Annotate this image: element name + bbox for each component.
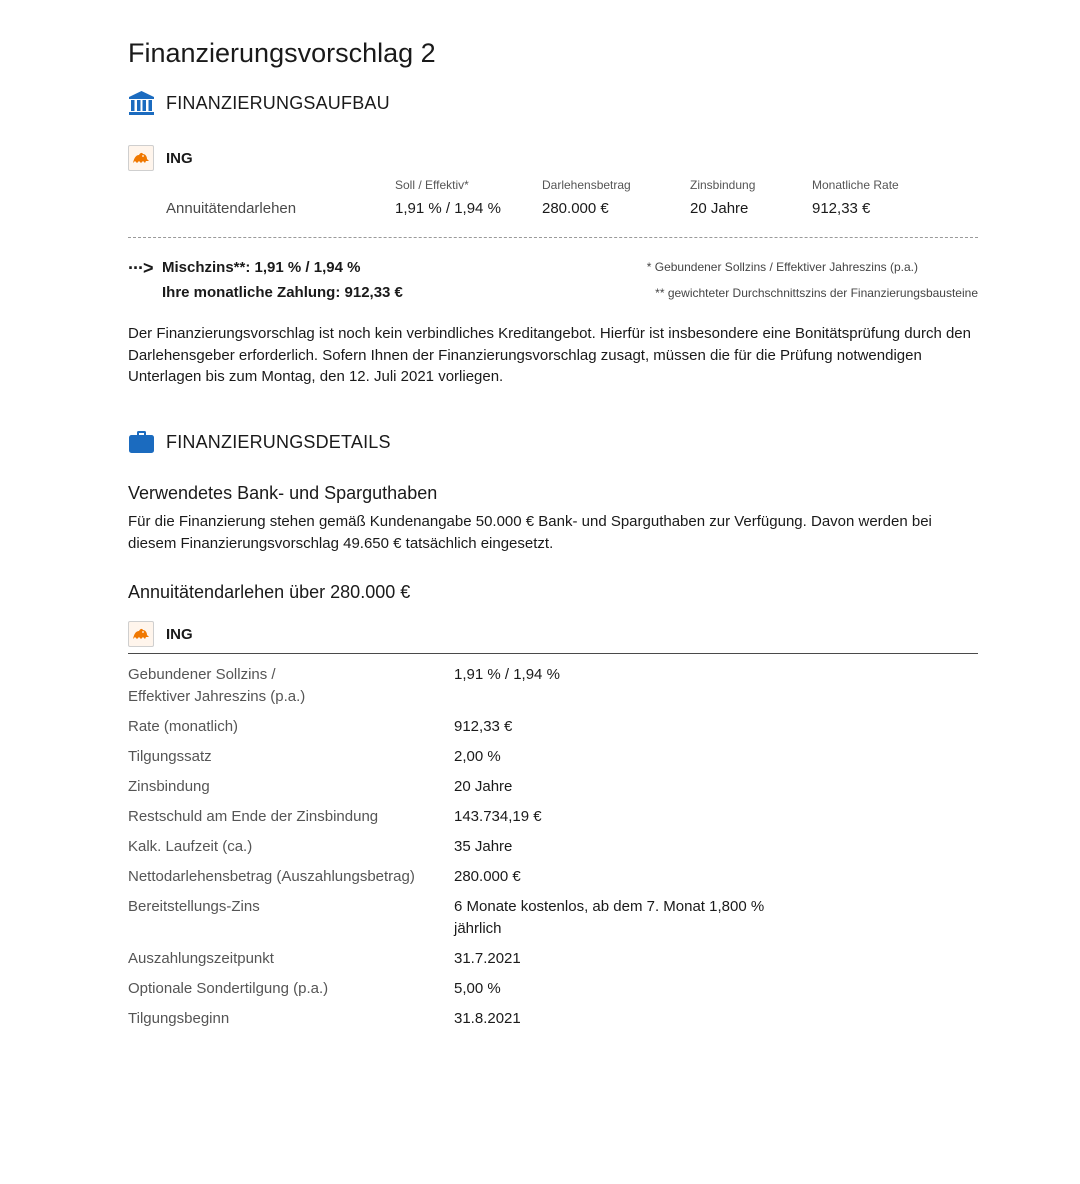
- detail-row: [128, 948, 978, 970]
- detail-value: 20 Jahre: [454, 778, 513, 795]
- detail-value: 912,33 €: [454, 718, 513, 735]
- detail-value: 5,00 %: [454, 980, 501, 997]
- fixed-rate-header: Zinsbindung: [690, 178, 756, 192]
- rate-value: 1,91 % / 1,94 %: [395, 200, 501, 217]
- savings-title: Verwendetes Bank- und Sparguthaben: [128, 483, 438, 503]
- detail-row: [128, 896, 978, 940]
- ing-lion-logo: [128, 621, 154, 647]
- detail-value: 31.7.2021: [454, 950, 521, 967]
- monthly-rate-header: Monatliche Rate: [812, 178, 899, 192]
- monthly-rate-column: [812, 178, 899, 217]
- bank-name: ING: [166, 625, 193, 643]
- detail-row: [128, 978, 978, 1000]
- briefcase-icon: [128, 429, 155, 456]
- section-heading-aufbau: [128, 90, 390, 117]
- loan-overview-table: [166, 178, 978, 226]
- loan-details-table: [128, 664, 978, 1038]
- section-heading-details: [128, 429, 391, 456]
- detail-row: [128, 716, 978, 738]
- amount-value: 280.000 €: [542, 200, 609, 217]
- amount-header: Darlehensbetrag: [542, 178, 631, 192]
- loan-title: Annuitätendarlehen über 280.000 €: [128, 582, 411, 602]
- detail-row: [128, 836, 978, 858]
- detail-value: 1,91 % / 1,94 %: [454, 666, 560, 683]
- dotted-arrow-icon: ···>: [128, 258, 153, 278]
- detail-value: 143.734,19 €: [454, 808, 542, 825]
- detail-label: Nettodarlehensbetrag (Auszahlungsbetrag): [128, 868, 415, 885]
- detail-value: 2,00 %: [454, 748, 501, 765]
- detail-row: [128, 776, 978, 798]
- footnote-1: * Gebundener Sollzins / Effektiver Jahreszins (p.a.): [646, 260, 918, 274]
- detail-row: [128, 1008, 978, 1030]
- fixed-rate-column: [690, 178, 755, 217]
- bank-row-aufbau: [128, 145, 193, 171]
- detail-row: [128, 806, 978, 828]
- detail-label: Bereitstellungs-Zins: [128, 898, 260, 915]
- summary-block: [128, 256, 978, 306]
- detail-value: 35 Jahre: [454, 838, 513, 855]
- fixed-rate-value: 20 Jahre: [690, 200, 749, 217]
- bank-building-icon: [128, 90, 155, 117]
- bank-name: ING: [166, 149, 193, 167]
- detail-value: 31.8.2021: [454, 1010, 521, 1027]
- detail-row: [128, 866, 978, 888]
- section-heading-label: FINANZIERUNGSAUFBAU: [166, 93, 390, 113]
- solid-divider: [128, 653, 978, 654]
- detail-label: Kalk. Laufzeit (ca.): [128, 838, 253, 855]
- disclaimer-text: Der Finanzierungsvorschlag ist noch kein verbindliches Kreditangebot. Hierfür ist insbesondere eine Bonitätsprüfung durch den Darlehensgeber erforderlich. Sofern Ihnen der Finanzierungsvorschlag zusagt, müssen die für die Prüfung notwendigen Unterlagen bis zum Montag, den 12. Juli 2021 vorliegen.: [128, 325, 971, 385]
- detail-row: [128, 664, 978, 708]
- loan-type: Annuitätendarlehen: [166, 200, 297, 217]
- monthly-rate-value: 912,33 €: [812, 200, 871, 217]
- amount-column: [542, 178, 631, 217]
- dashed-divider: [128, 237, 978, 238]
- savings-text: Für die Finanzierung stehen gemäß Kundenangabe 50.000 € Bank- und Sparguthaben zur Verfügung. Davon werden bei diesem Finanzierungsvorschlag 49.650 € tatsächlich eingesetzt.: [128, 513, 932, 552]
- mixed-rate: Mischzins**: 1,91 % / 1,94 %: [162, 259, 361, 276]
- detail-value: 280.000 €: [454, 868, 521, 885]
- ing-lion-logo: [128, 145, 154, 171]
- bank-row-details: [128, 621, 193, 647]
- detail-row: [128, 746, 978, 768]
- detail-label: Optionale Sondertilgung (p.a.): [128, 980, 329, 997]
- detail-label: Auszahlungszeitpunkt: [128, 950, 274, 967]
- detail-value: 6 Monate kostenlos, ab dem 7. Monat 1,800 % jährlich: [454, 898, 765, 937]
- detail-label: Restschuld am Ende der Zinsbindung: [128, 808, 379, 825]
- page-title: Finanzierungsvorschlag 2: [128, 38, 436, 68]
- section-heading-label: FINANZIERUNGSDETAILS: [166, 432, 391, 452]
- rate-column: [395, 178, 501, 217]
- detail-label: Tilgungsbeginn: [128, 1010, 230, 1027]
- rate-header: Soll / Effektiv*: [395, 178, 469, 192]
- monthly-payment: Ihre monatliche Zahlung: 912,33 €: [162, 284, 403, 301]
- footnote-2: ** gewichteter Durchschnittszins der Finanzierungsbausteine: [655, 286, 978, 300]
- detail-label: Gebundener Sollzins / Effektiver Jahreszins (p.a.): [128, 666, 306, 705]
- detail-label: Rate (monatlich): [128, 718, 239, 735]
- detail-label: Tilgungssatz: [128, 748, 212, 765]
- detail-label: Zinsbindung: [128, 778, 210, 795]
